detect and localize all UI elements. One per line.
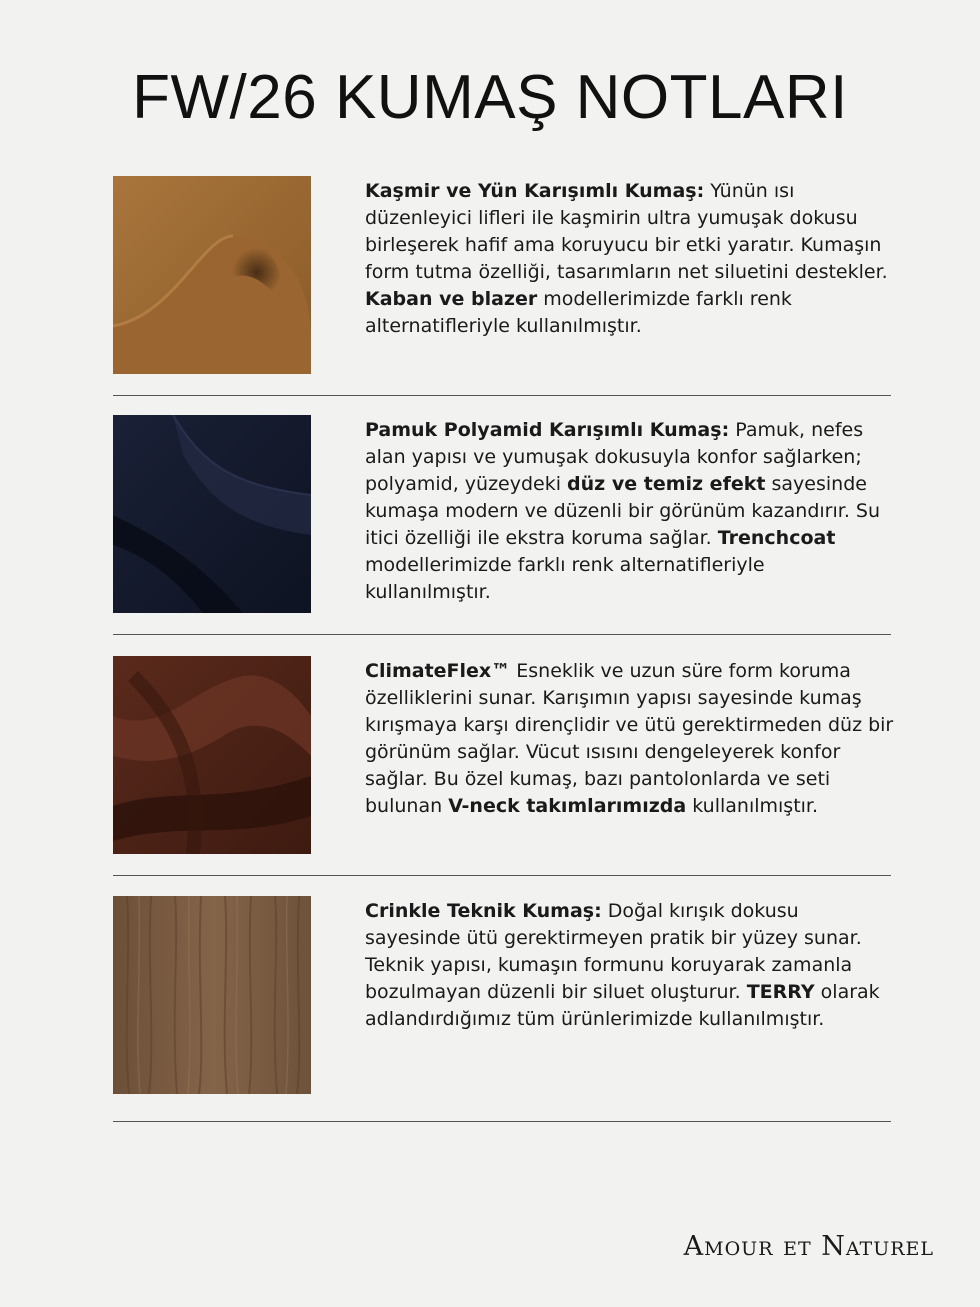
fabric-description-cotton-polyamide: Pamuk Polyamid Karışımlı Kumaş: Pamuk, nefes alan yapısı ve yumuşak dokusuyla konfor sağlarken; polyamid, yüzeydeki düz ve temiz efekt sayesinde kumaşa modern ve düzenli bir görünüm kazandırır. Su itici özelliği ile ekstra koruma sağlar. Trenchcoat modellerimizde farklı renk alternatifleriyle kullanılmıştır. — [365, 419, 881, 603]
divider — [113, 875, 891, 876]
navy-cotton-fabric-swatch — [113, 415, 311, 613]
fabric-description-cashmere: Kaşmir ve Yün Karışımlı Kumaş: Yünün ısı düzenleyici lifleri ile kaşmirin ultra yumuşak dokusu birleşerek hafif ama koruyucu bir etki yaratır. Kumaşın form tutma özelliği, tasarımların net siluetini destekler. Kaban ve blazer modellerimizde farklı renk alternatifleriyle kullanılmıştır. — [365, 180, 888, 337]
fabric-description-crinkle: Crinkle Teknik Kumaş: Doğal kırışık dokusu sayesinde ütü gerektirmeyen pratik bir yüzey sunar. Teknik yapısı, kumaşın formunu koruyarak zamanla bozulmayan düzenli bir siluet oluşturur. TERRY olarak adlandırdığımız tüm ürünlerimizde kullanılmıştır. — [365, 900, 880, 1030]
divider — [113, 1121, 891, 1122]
divider — [113, 634, 891, 635]
taupe-crinkle-fabric-swatch — [113, 896, 311, 1094]
fabric-description-climateflex: ClimateFlex™ Esneklik ve uzun süre form koruma özelliklerini sunar. Karışımın yapısı sayesinde kumaş kırışmaya karşı dirençlidir ve ütü gerektirmeden düz bir görünüm sağlar. Vücut ısısını dengeleyerek konfor sağlar. Bu özel kumaş, bazı pantolonlarda ve seti bulunan V-neck takımlarımızda kullanılmıştır. — [365, 660, 894, 817]
camel-wool-fabric-swatch — [113, 176, 311, 374]
divider — [113, 395, 891, 396]
brand-logo: Amour et Naturel — [683, 1231, 934, 1262]
page-title: FW/26 KUMAŞ NOTLARI — [132, 63, 848, 132]
brown-drape-fabric-swatch — [113, 656, 311, 854]
